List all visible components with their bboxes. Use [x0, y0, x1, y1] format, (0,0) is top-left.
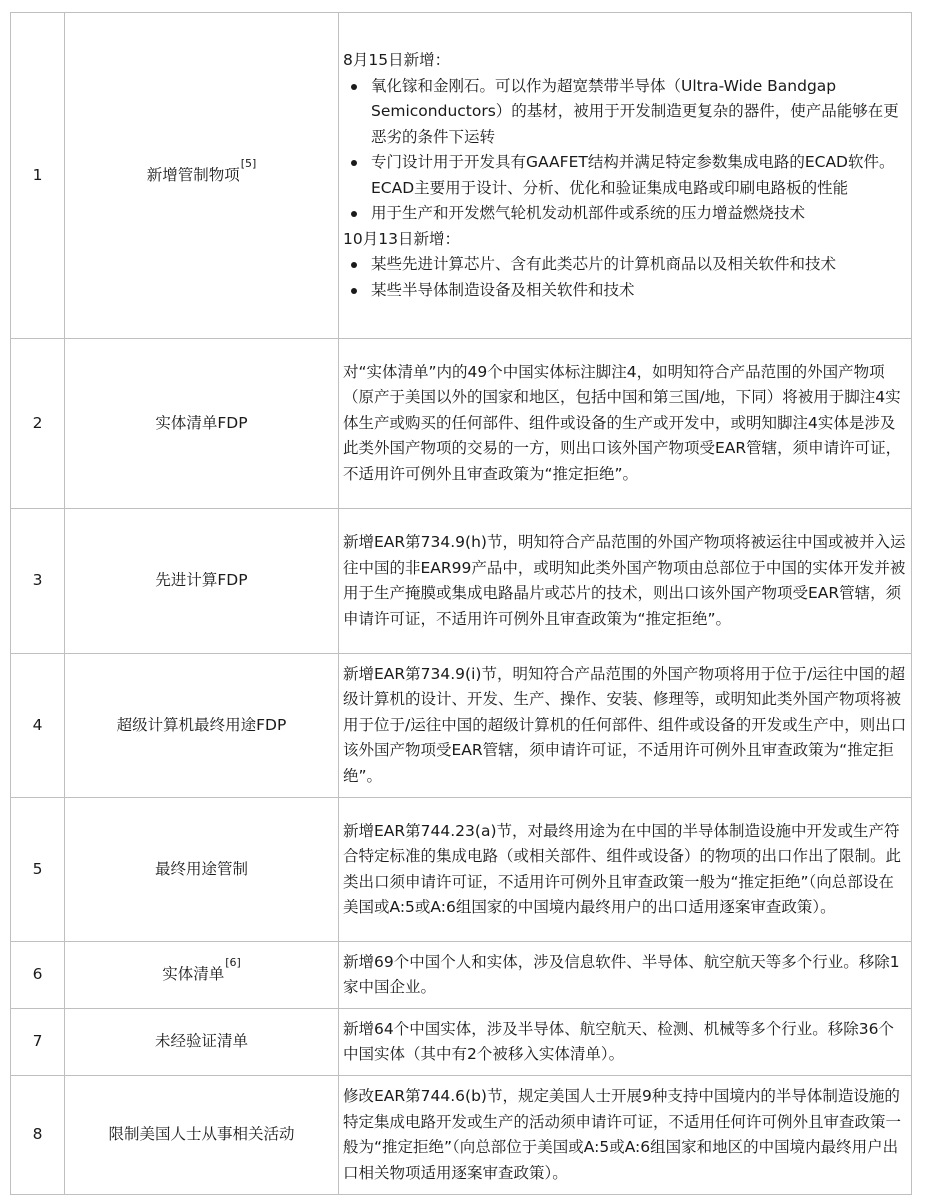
table-row	[11, 1076, 912, 1195]
measure-description	[339, 1076, 912, 1195]
table-row	[11, 942, 912, 1009]
measure-name-text: 超级计算机最终用途FDP	[116, 715, 287, 734]
footnote-ref: [5]	[240, 156, 257, 170]
measure-name	[65, 798, 339, 942]
description-text: 对“实体清单”内的49个中国实体标注脚注4，如明知符合产品范围的外国产物项（原产于美国以外的国家和地区，包括中国和第三国/地，下同）将被用于脚注4实体生产或购买的任何部件、组件或设备的生产或开发中，或明知脚注4实体是涉及此类外国产物项的交易的一方，则出口该外国产物项受EAR管辖，须申请许可证，不适用许可例外且审查政策为“推定拒绝”。	[343, 362, 902, 483]
row-number: 2	[11, 339, 65, 509]
measure-name	[65, 13, 339, 339]
measure-name-text: 限制美国人士从事相关活动	[108, 1125, 295, 1144]
table-row	[11, 798, 912, 942]
description-text: 新增EAR第744.23(a)节，对最终用途为在中国的半导体制造设施中开发或生产符合特定标准的集成电路（或相关部件、组件或设备）的物项的出口作出了限制。此类出口须申请许可证，不适用许可例外且审查政策一般为“推定拒绝”（向总部设在美国或A:5或A:6组国家的中国境内最终用户的出口适用逐案审查政策）。	[343, 821, 902, 916]
measure-description	[339, 13, 912, 339]
measure-name-text: 最终用途管制	[154, 859, 248, 878]
measure-description	[339, 339, 912, 509]
list-item: 专门设计用于开发具有GAAFET结构并满足特定参数集成电路的ECAD软件。ECAD主要用于设计、分析、优化和验证集成电路或印刷电路板的性能	[371, 150, 907, 201]
table-row	[11, 509, 912, 654]
measure-description	[339, 654, 912, 798]
row-number: 5	[11, 798, 65, 942]
measure-name-text: 新增管制物项	[146, 165, 240, 184]
measure-name	[65, 339, 339, 509]
measure-name-text: 先进计算FDP	[155, 571, 248, 590]
table-row	[11, 654, 912, 798]
measure-description	[339, 509, 912, 654]
row-number: 8	[11, 1076, 65, 1195]
measure-description	[339, 942, 912, 1009]
list-item: 用于生产和开发燃气轮机发动机部件或系统的压力增益燃烧技术	[371, 201, 907, 227]
description-text: 新增EAR第734.9(h)节，明知符合产品范围的外国产物项将被运往中国或被并入运往中国的非EAR99产品中，或明知此类外国产物项由总部位于中国的实体开发并被用于生产掩膜或集成电路晶片或芯片的技术，则出口该外国产物项受EAR管辖，须申请许可证，不适用许可例外且审查政策为“推定拒绝”。	[343, 533, 906, 628]
list-item: 氧化镓和金刚石。可以作为超宽禁带半导体（Ultra-Wide Bandgap Semiconductors）的基材，被用于开发制造更复杂的器件，使产品能够在更恶劣的条件下运转	[371, 74, 907, 151]
measure-description	[339, 1009, 912, 1076]
measure-name-text: 未经验证清单	[154, 1032, 248, 1051]
row-number: 4	[11, 654, 65, 798]
description-text: 新增69个中国个人和实体，涉及信息软件、半导体、航空航天等多个行业。移除1家中国企业。	[343, 952, 900, 996]
table-row	[11, 13, 912, 339]
measure-name-text: 实体清单FDP	[155, 413, 248, 432]
list-item: 某些先进计算芯片、含有此类芯片的计算机商品以及相关软件和技术	[371, 252, 907, 278]
measure-description	[339, 798, 912, 942]
description-text: 新增EAR第734.9(i)节，明知符合产品范围的外国产物项将用于位于/运往中国的超级计算机的设计、开发、生产、操作、安装、修理等，或明知此类外国产物项将被用于位于/运往中国的超级计算机的任何部件、组件或设备的开发或生产中，则出口该外国产物项受EAR管辖，须申请许可证，不适用许可例外且审查政策为“推定拒绝”。	[343, 664, 907, 785]
list-item: 某些半导体制造设备及相关软件和技术	[371, 278, 907, 304]
measure-name	[65, 1076, 339, 1195]
date-heading: 10月13日新增：	[343, 229, 460, 248]
footnote-ref: [6]	[225, 956, 241, 970]
measure-name	[65, 942, 339, 1009]
measure-name	[65, 654, 339, 798]
description-text: 新增64个中国实体，涉及半导体、航空航天、检测、机械等多个行业。移除36个中国实体（其中有2个被移入实体清单）。	[343, 1019, 894, 1063]
bullet-list	[343, 252, 907, 303]
table-row	[11, 1009, 912, 1076]
description-text: 修改EAR第744.6(b)节，规定美国人士开展9种支持中国境内的半导体制造设施的特定集成电路开发或生产的活动须申请许可证，不适用任何许可例外且审查政策一般为“推定拒绝”（向总部位于美国或A:5或A:6组国家和地区的中国境内最终用户出口相关物项适用逐案审查政策）。	[343, 1087, 902, 1182]
measures-table	[10, 12, 912, 1195]
measure-name	[65, 1009, 339, 1076]
row-number: 6	[11, 942, 65, 1009]
date-heading: 8月15日新增：	[343, 51, 451, 69]
row-number: 3	[11, 509, 65, 654]
measure-name-text: 实体清单	[162, 965, 225, 984]
measure-name	[65, 509, 339, 654]
bullet-list	[343, 74, 907, 227]
table-row	[11, 339, 912, 509]
row-number: 7	[11, 1009, 65, 1076]
row-number: 1	[11, 13, 65, 339]
